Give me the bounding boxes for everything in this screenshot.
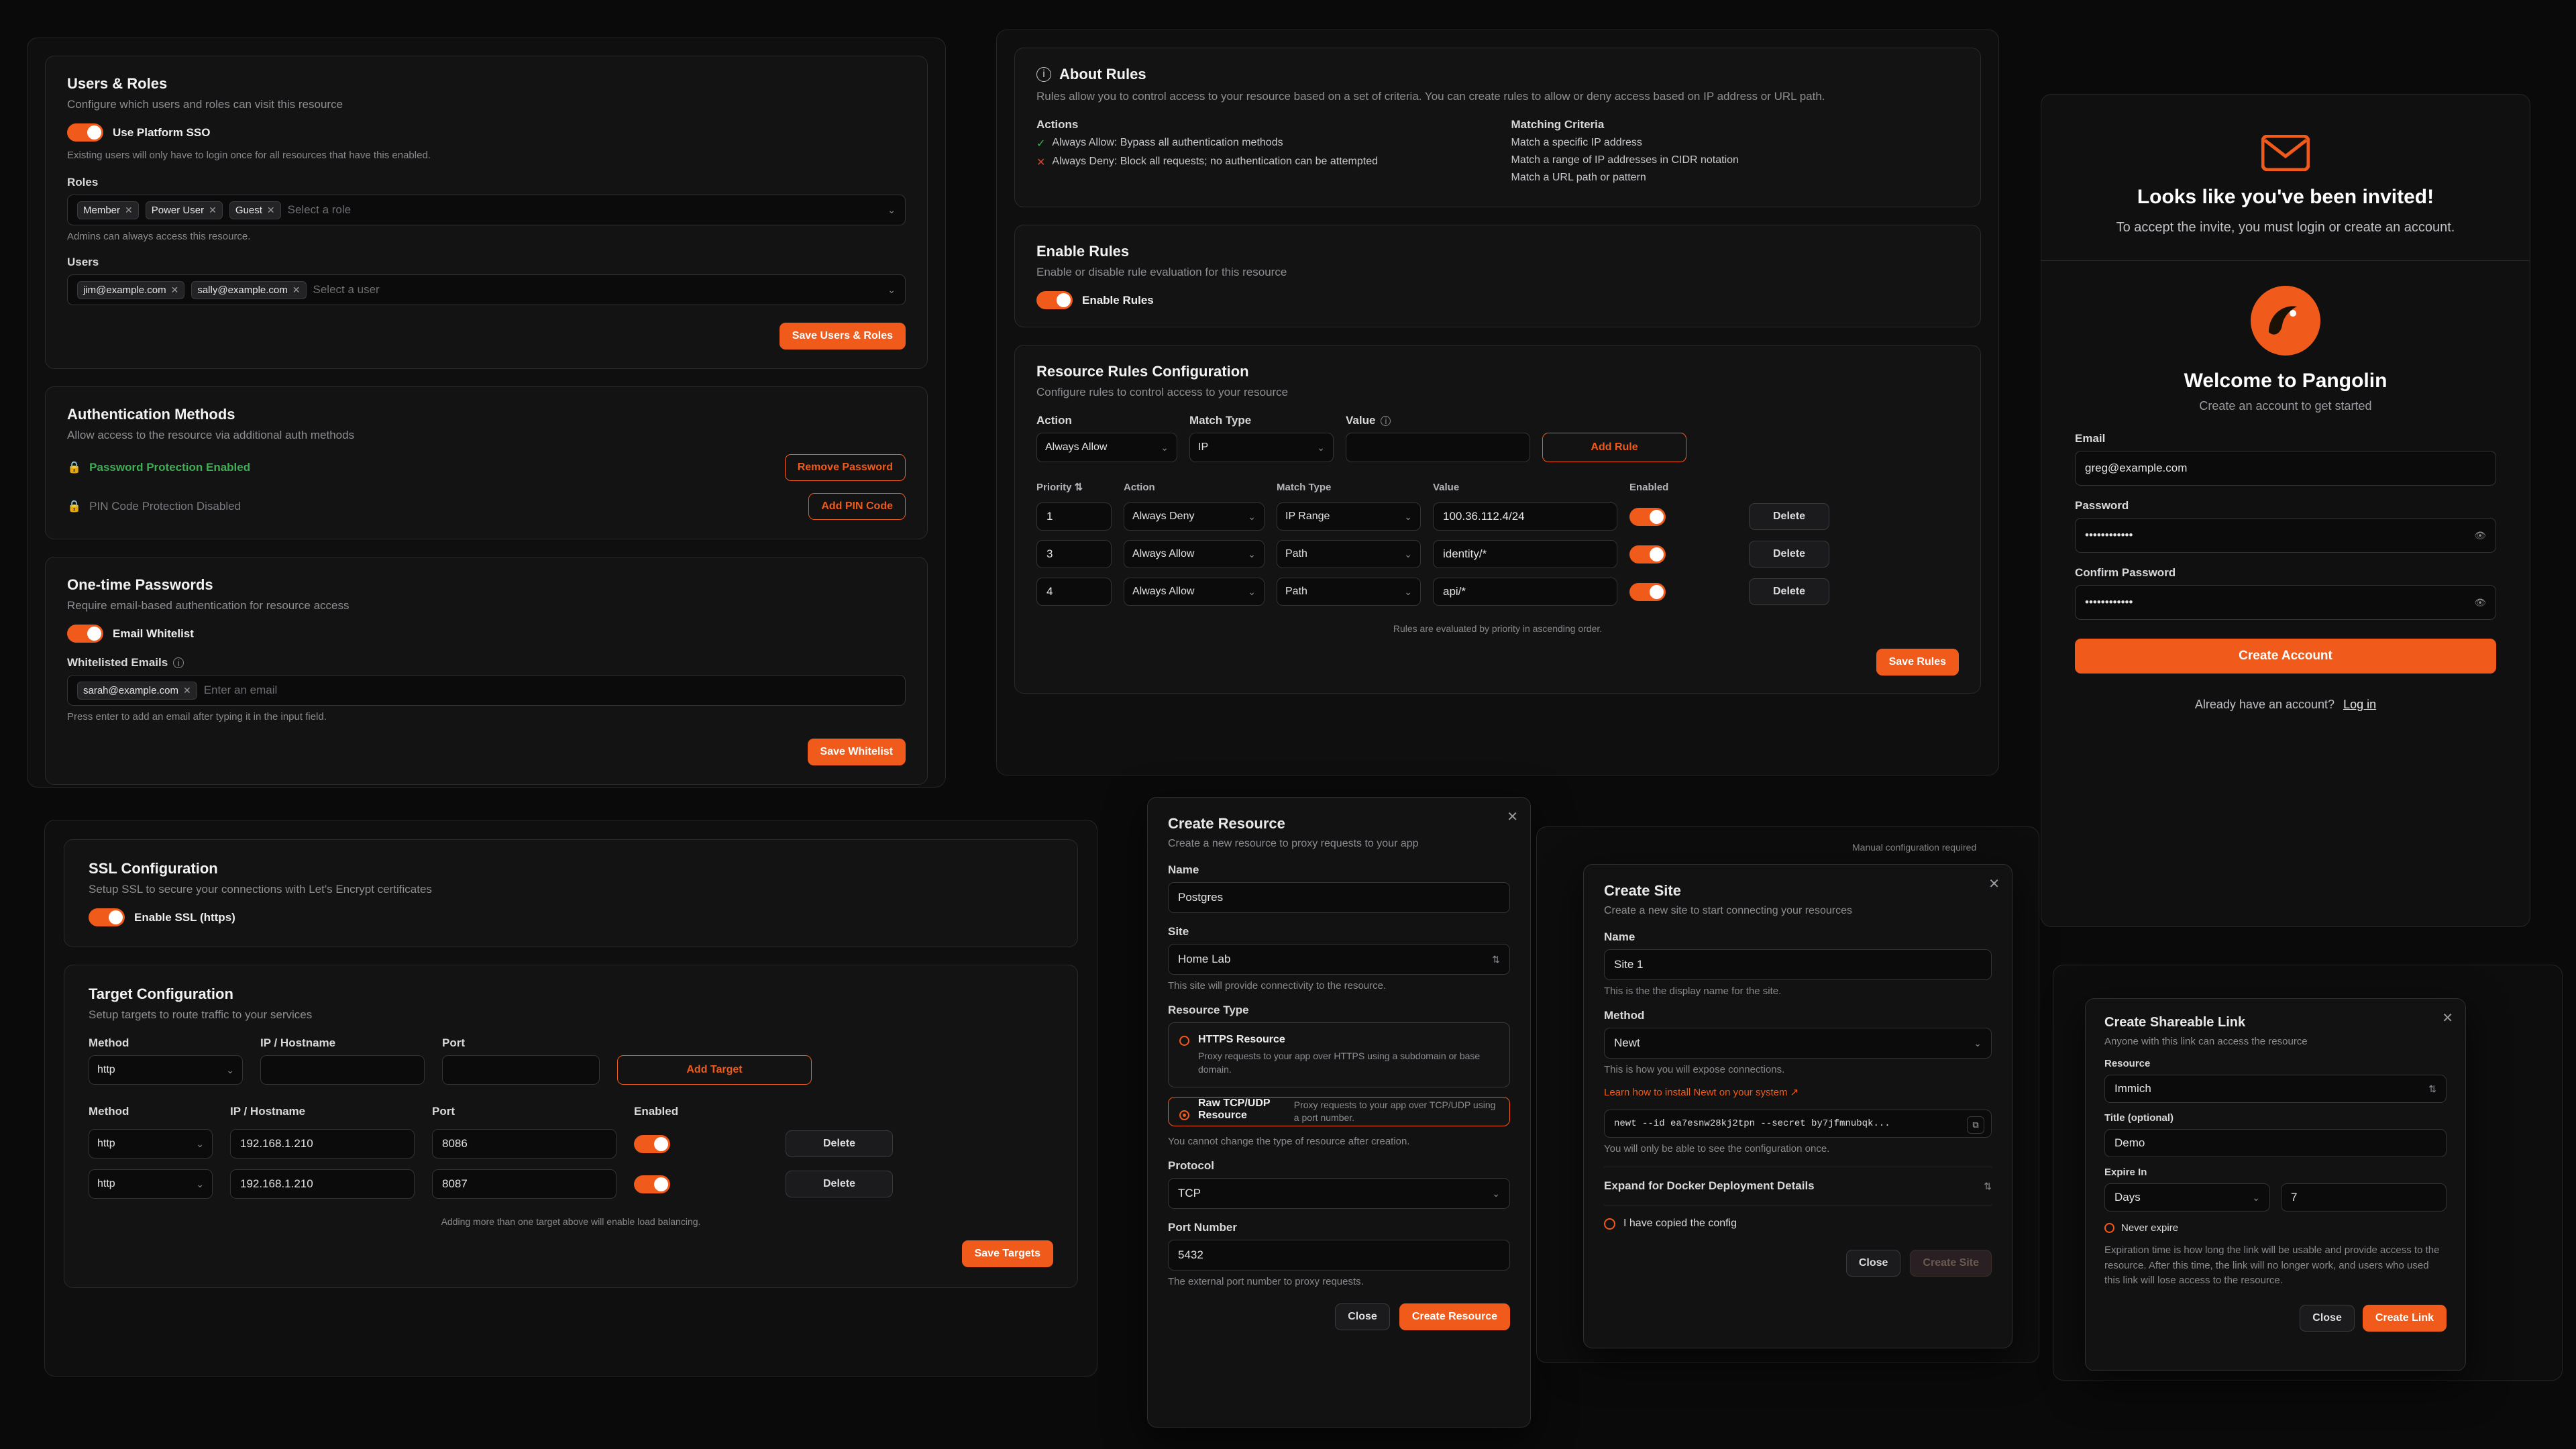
delete-target-button[interactable]: Delete (786, 1130, 893, 1157)
remove-icon[interactable]: ✕ (209, 204, 217, 215)
info-icon[interactable]: i (1381, 416, 1391, 426)
site-method-label: Method (1604, 1009, 1645, 1022)
roles-select[interactable] (67, 195, 906, 225)
users-placeholder: Select a user (313, 283, 380, 296)
confirm-password-value: •••••••••••• (2085, 596, 2133, 608)
rule-enabled-toggle[interactable] (1629, 545, 1666, 564)
rule-value-text: api/* (1443, 585, 1466, 598)
ssl-targets-panel (44, 820, 1097, 1377)
enable-rules-title: Enable Rules (1036, 243, 1130, 260)
new-target-host-label: IP / Hostname (260, 1036, 336, 1049)
roles-hint: Admins can always access this resource. (67, 231, 251, 242)
users-roles-subtitle: Configure which users and roles can visit this resource (67, 98, 343, 111)
new-rule-value-input[interactable] (1346, 433, 1530, 462)
remove-icon[interactable]: ✕ (125, 204, 133, 215)
rule-match-value: IP Range (1285, 511, 1330, 522)
target-method-value: http (97, 1138, 115, 1149)
action-item-text: Always Allow: Bypass all authentication methods (1052, 137, 1283, 148)
roles-label: Roles (67, 176, 99, 189)
close-button[interactable]: Close (2300, 1305, 2355, 1332)
chevron-updown-icon[interactable]: ⇅ (2428, 1083, 2436, 1094)
otp-title: One-time Passwords (67, 576, 213, 593)
share-title-input[interactable] (2104, 1129, 2447, 1157)
delete-rule-button[interactable]: Delete (1749, 503, 1829, 530)
expire-in-label: Expire In (2104, 1167, 2147, 1178)
enable-rules-card (1014, 225, 1981, 327)
actions-title: Actions (1036, 118, 1079, 131)
close-icon[interactable]: ✕ (2442, 1011, 2453, 1026)
expire-unit-value: Days (2114, 1191, 2141, 1203)
expire-unit-select[interactable] (2104, 1183, 2270, 1212)
save-targets-button[interactable]: Save Targets (962, 1240, 1053, 1267)
new-rule-match-select[interactable] (1189, 433, 1334, 462)
cross-icon: ✕ (1036, 157, 1046, 168)
otp-subtitle: Require email-based authentication for resource access (67, 599, 350, 612)
target-configuration-card (64, 965, 1078, 1288)
port-number-value: 5432 (1178, 1248, 1203, 1262)
resource-type-label: Resource Type (1168, 1004, 1249, 1016)
create-site-subtitle: Create a new site to start connecting your resources (1604, 905, 1852, 916)
action-item-text: Always Deny: Block all requests; no authentication can be attempted (1052, 156, 1379, 167)
rule-priority-input[interactable] (1036, 578, 1112, 606)
user-chip-label: jim@example.com (83, 284, 166, 296)
users-select[interactable] (67, 274, 906, 305)
resource-site-select[interactable] (1168, 944, 1510, 975)
enable-rules-toggle[interactable] (1036, 291, 1073, 309)
newt-command-codebox[interactable] (1604, 1110, 1992, 1138)
invite-subtext: To accept the invite, you must login or create an account. (2116, 220, 2455, 235)
criteria-item-text: Match a specific IP address (1511, 137, 1642, 148)
delete-rule-button[interactable]: Delete (1749, 541, 1829, 568)
about-rules-title: About Rules (1059, 66, 1146, 83)
col-enabled: Enabled (634, 1105, 679, 1118)
create-site-title: Create Site (1604, 882, 1681, 899)
remove-icon[interactable]: ✕ (266, 204, 275, 215)
password-label: Password (2075, 499, 2129, 512)
role-chip[interactable] (146, 201, 223, 219)
password-status: Password Protection Enabled (89, 461, 251, 474)
save-rules-button[interactable]: Save Rules (1876, 649, 1959, 676)
close-icon[interactable]: ✕ (1507, 810, 1518, 824)
email-chip[interactable] (77, 682, 197, 700)
site-name-value: Site 1 (1614, 958, 1644, 971)
resource-access-panel (27, 38, 946, 788)
add-target-button[interactable]: Add Target (617, 1055, 812, 1085)
chevron-down-icon[interactable]: ⌄ (1404, 511, 1412, 522)
radio-icon[interactable] (1179, 1110, 1189, 1120)
create-resource-subtitle: Create a new resource to proxy requests to your app (1168, 838, 1419, 849)
enable-ssl-label: Enable SSL (https) (134, 910, 235, 924)
protocol-select[interactable] (1168, 1178, 1510, 1209)
users-roles-title: Users & Roles (67, 75, 168, 92)
table-row (89, 1169, 1053, 1199)
users-roles-card (45, 56, 928, 369)
save-whitelist-button[interactable]: Save Whitelist (808, 739, 906, 765)
rule-action-select[interactable] (1124, 540, 1265, 568)
criteria-item-text: Match a URL path or pattern (1511, 172, 1646, 183)
enable-rules-toggle-row[interactable] (1036, 291, 1959, 309)
resource-type-https[interactable] (1168, 1022, 1510, 1087)
rule-priority-input[interactable] (1036, 502, 1112, 531)
share-resource-value: Immich (2114, 1082, 2151, 1095)
lock-icon: 🔒 (67, 461, 82, 474)
new-rule-action-label: Action (1036, 414, 1072, 427)
add-rule-button[interactable]: Add Rule (1542, 433, 1686, 462)
target-host-input[interactable] (230, 1169, 415, 1199)
rule-action-value: Always Deny (1132, 511, 1195, 522)
col-priority[interactable]: Priority ⇅ (1036, 482, 1083, 493)
check-icon: ✓ (1036, 138, 1046, 150)
remove-icon[interactable]: ✕ (182, 684, 191, 696)
users-label: Users (67, 256, 99, 268)
role-chip[interactable] (229, 201, 281, 219)
rule-match-value: Path (1285, 548, 1307, 559)
never-expire-label: Never expire (2121, 1222, 2179, 1234)
criteria-item (1511, 137, 1960, 149)
pin-status: PIN Code Protection Disabled (89, 500, 241, 513)
resource-name-label: Name (1168, 863, 1199, 876)
info-icon[interactable]: i (173, 657, 184, 668)
col-match-type: Match Type (1277, 481, 1332, 493)
auth-methods-card (45, 386, 928, 539)
rules-panel (996, 30, 1999, 775)
create-shareable-link-modal (2085, 998, 2466, 1371)
new-target-port-label: Port (442, 1036, 465, 1049)
port-number-hint: The external port number to proxy requests. (1168, 1276, 1364, 1288)
resource-name-input[interactable] (1168, 882, 1510, 913)
site-method-select[interactable] (1604, 1028, 1992, 1059)
create-resource-button[interactable]: Create Resource (1399, 1303, 1510, 1330)
site-name-label: Name (1604, 930, 1635, 943)
rule-action-select[interactable] (1124, 502, 1265, 531)
rule-value-input[interactable] (1433, 502, 1617, 531)
chevron-down-icon[interactable]: ⌄ (2252, 1191, 2260, 1203)
site-name-hint: This is the the display name for the site. (1604, 985, 1782, 997)
criteria-item-text: Match a range of IP addresses in CIDR notation (1511, 154, 1739, 166)
chevron-down-icon[interactable]: ⌄ (1404, 548, 1412, 559)
action-item (1036, 137, 1485, 150)
col-value: Value (1433, 481, 1460, 493)
resource-site-label: Site (1168, 925, 1189, 938)
mail-icon (2075, 135, 2496, 171)
new-rule-action-value: Always Allow (1045, 441, 1108, 453)
rule-value-text: identity/* (1443, 547, 1487, 560)
eye-icon[interactable]: 👁 (2474, 529, 2486, 541)
about-rules-card (1014, 48, 1981, 207)
enable-rules-subtitle: Enable or disable rule evaluation for this resource (1036, 266, 1287, 278)
https-resource-desc: Proxy requests to your app over HTTPS using a subdomain or base domain. (1198, 1051, 1481, 1075)
site-method-value: Newt (1614, 1036, 1640, 1049)
email-field[interactable] (2075, 451, 2496, 486)
rule-action-value: Always Allow (1132, 548, 1195, 559)
col-host: IP / Hostname (230, 1105, 306, 1118)
copied-config-checkbox-row[interactable] (1604, 1218, 1992, 1230)
pangolin-logo (2075, 284, 2496, 358)
chevron-down-icon[interactable]: ⌄ (888, 284, 896, 295)
eye-icon[interactable]: 👁 (2474, 596, 2486, 608)
role-chip-label: Member (83, 204, 121, 216)
rule-match-select[interactable] (1277, 540, 1421, 568)
email-value: greg@example.com (2085, 462, 2188, 474)
col-method: Method (89, 1105, 129, 1118)
create-resource-title: Create Resource (1168, 815, 1285, 832)
rule-priority-input[interactable] (1036, 540, 1112, 568)
rule-value-input[interactable] (1433, 540, 1617, 568)
rule-match-select[interactable] (1277, 502, 1421, 531)
whitelisted-emails-input[interactable] (67, 675, 906, 706)
welcome-title: Welcome to Pangolin (2184, 370, 2387, 392)
chevron-updown-icon[interactable]: ⇅ (1984, 1180, 1992, 1191)
create-resource-modal (1147, 797, 1531, 1428)
target-enabled-toggle[interactable] (634, 1175, 670, 1193)
rule-priority-value: 4 (1046, 585, 1053, 598)
rules-config-title: Resource Rules Configuration (1036, 363, 1249, 380)
new-rule-match-value: IP (1198, 441, 1209, 453)
col-enabled: Enabled (1629, 481, 1669, 493)
checkbox-icon[interactable] (1604, 1218, 1615, 1230)
resource-site-value: Home Lab (1178, 953, 1231, 965)
resource-type-hint: You cannot change the type of resource after creation. (1168, 1136, 1410, 1148)
resource-name-value: Postgres (1178, 891, 1224, 904)
welcome-subtitle: Create an account to get started (2199, 399, 2372, 413)
table-row (1036, 578, 1959, 606)
col-priority-label: Priority (1036, 482, 1072, 493)
chevron-down-icon[interactable]: ⌄ (226, 1064, 234, 1075)
expire-amount-input[interactable] (2281, 1183, 2447, 1212)
sso-hint: Existing users will only have to login once for all resources that have this enabled. (67, 150, 431, 161)
share-resource-select[interactable] (2104, 1075, 2447, 1103)
targets-footnote: Adding more than one target above will enable load balancing. (441, 1216, 701, 1227)
target-method-select[interactable] (89, 1129, 213, 1159)
target-port-input[interactable] (432, 1169, 616, 1199)
roles-placeholder: Select a role (287, 203, 352, 216)
close-button[interactable]: Close (1335, 1303, 1390, 1330)
new-target-port-input[interactable] (442, 1055, 600, 1085)
whitelisted-emails-label: Whitelisted Emails (67, 656, 168, 669)
add-pin-code-button[interactable]: Add PIN Code (808, 493, 906, 520)
chevron-down-icon[interactable]: ⌄ (1492, 1187, 1500, 1199)
one-time-passwords-card (45, 557, 928, 785)
target-method-select[interactable] (89, 1169, 213, 1199)
table-row (89, 1129, 1053, 1159)
col-port: Port (432, 1105, 455, 1118)
rule-value-input[interactable] (1433, 578, 1617, 606)
expire-amount-value: 7 (2291, 1191, 2298, 1203)
remove-password-button[interactable]: Remove Password (785, 454, 906, 481)
table-row (1036, 540, 1959, 568)
user-chip-label: sally@example.com (197, 284, 288, 296)
https-resource-title: HTTPS Resource (1198, 1034, 1285, 1045)
auth-methods-title: Authentication Methods (67, 406, 235, 423)
resource-site-hint: This site will provide connectivity to the resource. (1168, 980, 1387, 991)
criteria-column (1511, 118, 1960, 189)
targets-title: Target Configuration (89, 985, 233, 1002)
create-account-button[interactable]: Create Account (2075, 639, 2496, 674)
table-row (1036, 502, 1959, 531)
new-target-method-select[interactable] (89, 1055, 243, 1085)
learn-install-newt-label: Learn how to install Newt on your system (1604, 1087, 1788, 1098)
new-target-host-input[interactable] (260, 1055, 425, 1085)
chevron-down-icon[interactable]: ⌄ (1248, 586, 1256, 597)
radio-icon[interactable] (1179, 1036, 1189, 1046)
share-link-hint: Expiration time is how long the link will be usable and provide access to the resource. After this time, the link will no longer work, and users who used this link will lose access to the resource. (2104, 1244, 2440, 1286)
share-link-title: Create Shareable Link (2104, 1015, 2246, 1030)
target-port-input[interactable] (432, 1129, 616, 1159)
role-chip[interactable] (77, 201, 139, 219)
role-chip-label: Guest (235, 204, 262, 216)
rule-match-value: Path (1285, 586, 1307, 597)
target-host-value: 192.168.1.210 (240, 1137, 313, 1150)
email-label: Email (2075, 432, 2106, 445)
lock-icon: 🔒 (67, 500, 82, 513)
rule-enabled-toggle[interactable] (1629, 508, 1666, 526)
protocol-value: TCP (1178, 1187, 1201, 1200)
new-rule-match-label: Match Type (1189, 414, 1252, 427)
password-value: •••••••••••• (2085, 529, 2133, 541)
ssl-title: SSL Configuration (89, 860, 218, 877)
invite-headline: Looks like you've been invited! (2137, 186, 2434, 208)
delete-rule-button[interactable]: Delete (1749, 578, 1829, 605)
create-link-button[interactable]: Create Link (2363, 1305, 2447, 1332)
rules-configuration-card (1014, 345, 1981, 694)
raw-resource-title: Raw TCP/UDP Resource (1198, 1097, 1271, 1122)
checkbox-icon[interactable] (2104, 1223, 2114, 1233)
newt-command-text: newt --id ea7esnw28kj2tpn --secret by7jfmnubqk... (1614, 1118, 1890, 1129)
chevron-down-icon[interactable]: ⌄ (196, 1178, 204, 1189)
criteria-item (1511, 172, 1960, 184)
share-resource-label: Resource (2104, 1058, 2151, 1069)
enable-ssl-toggle-row[interactable] (89, 908, 1053, 926)
chevron-down-icon[interactable]: ⌄ (1161, 441, 1169, 453)
email-whitelist-toggle-row[interactable] (67, 625, 906, 643)
email-whitelist-label: Email Whitelist (113, 627, 194, 640)
platform-sso-toggle[interactable] (67, 123, 103, 142)
platform-sso-toggle-row[interactable] (67, 123, 906, 142)
role-chip-label: Power User (151, 204, 205, 216)
user-chip[interactable] (191, 281, 306, 299)
rules-footnote: Rules are evaluated by priority in ascending order. (1393, 623, 1603, 634)
enable-ssl-toggle[interactable] (89, 908, 125, 926)
rule-value-text: 100.36.112.4/24 (1443, 510, 1525, 523)
chevron-updown-icon[interactable]: ⇅ (1492, 953, 1500, 965)
copy-icon[interactable]: ⧉ (1967, 1116, 1984, 1134)
criteria-item (1511, 154, 1960, 166)
chevron-down-icon[interactable]: ⌄ (1404, 586, 1412, 597)
email-placeholder: Enter an email (203, 684, 278, 696)
confirm-password-label: Confirm Password (2075, 566, 2176, 579)
create-site-button[interactable]: Create Site (1910, 1250, 1992, 1277)
invite-signup-panel (2041, 94, 2530, 927)
rules-config-subtitle: Configure rules to control access to your resource (1036, 386, 1289, 398)
chevron-down-icon[interactable]: ⌄ (1974, 1037, 1982, 1049)
learn-install-newt-link[interactable]: Learn how to install Newt on your system ↗ (1604, 1087, 1799, 1098)
enable-rules-toggle-label: Enable Rules (1082, 293, 1154, 307)
already-account-text: Already have an account? (2194, 698, 2335, 711)
chevron-down-icon[interactable]: ⌄ (1248, 511, 1256, 522)
email-chip-label: sarah@example.com (83, 684, 178, 696)
manual-config-text: Manual configuration required (1852, 842, 1977, 853)
login-link[interactable]: Log in (2343, 698, 2377, 711)
port-number-input[interactable] (1168, 1240, 1510, 1271)
rule-priority-value: 1 (1046, 510, 1053, 523)
platform-sso-label: Use Platform SSO (113, 125, 211, 139)
rule-enabled-toggle[interactable] (1629, 583, 1666, 601)
remove-icon[interactable]: ✕ (292, 284, 301, 295)
target-method-value: http (97, 1178, 115, 1189)
rule-action-value: Always Allow (1132, 586, 1195, 597)
resource-type-raw-tcp-udp[interactable] (1168, 1097, 1510, 1126)
otp-hint: Press enter to add an email after typing it in the input field. (67, 711, 327, 722)
chevron-down-icon[interactable]: ⌄ (1317, 441, 1325, 453)
email-whitelist-toggle[interactable] (67, 625, 103, 643)
target-host-value: 192.168.1.210 (240, 1177, 313, 1190)
new-rule-action-select[interactable] (1036, 433, 1177, 462)
config-once-hint: You will only be able to see the configuration once. (1604, 1143, 1830, 1155)
expand-docker-label: Expand for Docker Deployment Details (1604, 1179, 1815, 1192)
site-name-input[interactable] (1604, 949, 1992, 980)
new-target-method-value: http (97, 1064, 115, 1075)
chevron-down-icon[interactable]: ⌄ (1248, 548, 1256, 559)
protocol-label: Protocol (1168, 1159, 1214, 1173)
targets-subtitle: Setup targets to route traffic to your services (89, 1008, 313, 1021)
never-expire-row[interactable] (2104, 1222, 2447, 1234)
rule-priority-value: 3 (1046, 547, 1053, 560)
remove-icon[interactable]: ✕ (170, 284, 179, 295)
save-users-roles-button[interactable]: Save Users & Roles (780, 323, 906, 350)
rule-action-select[interactable] (1124, 578, 1265, 606)
auth-methods-subtitle: Allow access to the resource via additional auth methods (67, 429, 355, 441)
target-port-value: 8086 (442, 1137, 468, 1150)
share-title-label: Title (optional) (2104, 1112, 2174, 1124)
port-number-label: Port Number (1168, 1221, 1237, 1234)
chevron-down-icon[interactable]: ⌄ (888, 204, 896, 215)
copied-config-label: I have copied the config (1623, 1218, 1737, 1229)
confirm-password-field[interactable] (2075, 585, 2496, 620)
ssl-subtitle: Setup SSL to secure your connections with Let's Encrypt certificates (89, 883, 432, 896)
delete-target-button[interactable]: Delete (786, 1171, 893, 1197)
about-rules-subtitle: Rules allow you to control access to your resource based on a set of criteria. You can create rules to allow or deny access based on IP address or URL path. (1036, 90, 1825, 103)
expand-docker-details[interactable] (1604, 1179, 1992, 1193)
ssl-configuration-card (64, 839, 1078, 947)
col-action: Action (1124, 481, 1155, 493)
close-icon[interactable]: ✕ (1988, 877, 2000, 892)
new-rule-value-label: Value (1346, 414, 1376, 427)
close-button[interactable]: Close (1846, 1250, 1901, 1277)
user-chip[interactable] (77, 281, 184, 299)
criteria-title: Matching Criteria (1511, 118, 1605, 131)
target-host-input[interactable] (230, 1129, 415, 1159)
share-title-value: Demo (2114, 1136, 2145, 1149)
create-site-modal (1583, 864, 2012, 1348)
chevron-down-icon[interactable]: ⌄ (196, 1138, 204, 1149)
new-target-method-label: Method (89, 1036, 129, 1049)
info-icon: i (1036, 67, 1051, 82)
rule-match-select[interactable] (1277, 578, 1421, 606)
share-link-subtitle: Anyone with this link can access the resource (2104, 1036, 2308, 1047)
password-field[interactable] (2075, 518, 2496, 553)
raw-resource-desc: Proxy requests to your app over TCP/UDP using a port number. (1293, 1099, 1496, 1124)
actions-column (1036, 118, 1485, 189)
site-method-hint: This is how you will expose connections. (1604, 1064, 1785, 1075)
target-port-value: 8087 (442, 1177, 468, 1190)
target-enabled-toggle[interactable] (634, 1135, 670, 1153)
action-item (1036, 156, 1485, 169)
